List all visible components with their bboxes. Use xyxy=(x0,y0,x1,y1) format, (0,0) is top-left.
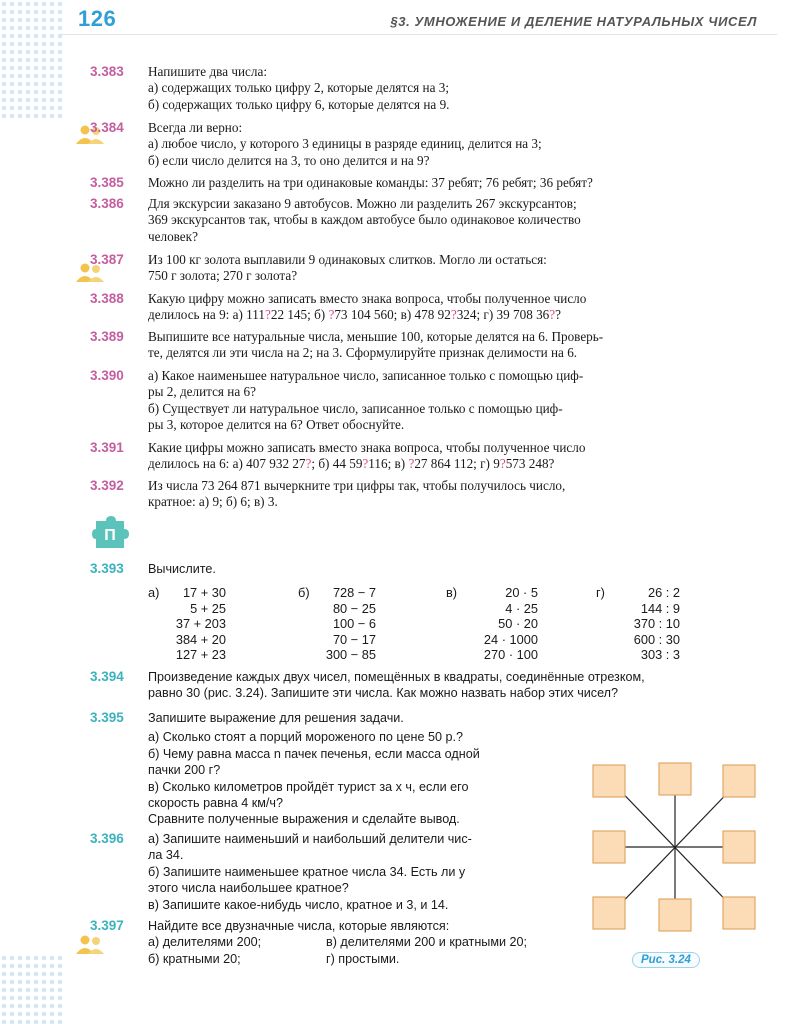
problem-line: в) Запишите какое-нибудь число, кратное и 3, и 14. xyxy=(148,897,449,912)
question-mark: ? xyxy=(450,307,457,323)
option-g: г) простыми. xyxy=(326,951,400,966)
problem-line: б) содержащих только цифру 6, которые делятся на 9. xyxy=(148,96,450,112)
puzzle-icon xyxy=(92,515,130,551)
expression: 600 : 30 xyxy=(633,631,680,647)
problem-3-396 xyxy=(90,831,540,913)
expression: 127 + 23 xyxy=(175,647,226,663)
problem-line: Выпишите все натуральные числа, меньшие 100, которые делятся на 6. Проверь- xyxy=(148,329,604,344)
problem-number: 3.394 xyxy=(90,669,124,684)
calc-column xyxy=(596,585,706,663)
problem-line: Для экскурсии заказано 9 автобусов. Можно ли разделить 267 экскурсантов; xyxy=(148,196,577,211)
problem-3-395 xyxy=(90,710,540,828)
problem-line: пачки 200 г? xyxy=(148,763,221,778)
question-mark: ? xyxy=(264,307,271,323)
expression: 728 − 7 xyxy=(332,585,376,600)
problem-line: те, делятся ли эти числа на 2; на 3. Сформулируйте признак делимости на 6. xyxy=(148,345,578,361)
problem-line: Произведение каждых двух чисел, помещённых в квадраты, соединённые отрезком, xyxy=(148,670,645,684)
expression: 100 − 6 xyxy=(332,616,376,632)
problem-3-397 xyxy=(90,918,610,967)
expression: 370 : 10 xyxy=(633,616,680,632)
question-mark: ? xyxy=(305,456,312,472)
problem-number: 3.397 xyxy=(90,918,124,933)
problem-line: б) если число делится на 3, то оно делится и на 9? xyxy=(148,152,430,168)
problem-number: 3.392 xyxy=(90,478,124,493)
problem-number: 3.386 xyxy=(90,196,124,211)
number-square xyxy=(593,831,625,863)
answer-row xyxy=(148,951,610,967)
expression: 4 · 25 xyxy=(505,600,538,616)
problem-line: а) Сколько стоят a порций мороженого по цене 50 р.? xyxy=(148,730,463,745)
text-part: делилось на 9: а) 111 xyxy=(148,307,265,323)
problem-3-391 xyxy=(90,440,770,473)
expression: 303 : 3 xyxy=(640,647,680,663)
expression: 24 · 1000 xyxy=(483,631,538,647)
problem-line: Какую цифру можно записать вместо знака вопроса, чтобы полученное число xyxy=(148,291,587,306)
problem-line: Сравните полученные выражения и сделайте вывод. xyxy=(148,812,460,827)
column-label: г) xyxy=(596,585,605,600)
text-part: 73 104 560; в) 478 92 xyxy=(334,307,451,323)
problem-number: 3.395 xyxy=(90,710,124,725)
expression: 37 + 203 xyxy=(175,616,226,632)
expression: 144 : 9 xyxy=(640,600,680,616)
text-part: 324; г) 39 708 36 xyxy=(456,307,550,323)
problem-number: 3.391 xyxy=(90,440,124,455)
problem-line: б) Чему равна масса n пачек печенья, если масса одной xyxy=(148,746,480,761)
option-v: в) делителями 200 и кратными 20; xyxy=(326,935,528,950)
question-mark: ? xyxy=(328,307,335,323)
expression: 50 · 20 xyxy=(498,616,538,632)
puzzle-letter: П xyxy=(104,527,116,544)
problem-number: 3.388 xyxy=(90,291,124,306)
option-a: а) делителями 200; xyxy=(148,935,262,950)
problem-3-386 xyxy=(90,196,770,245)
problem-line: Из 100 кг золота выплавили 9 одинаковых слитков. Могло ли остаться: xyxy=(148,252,547,267)
figure-3-24 xyxy=(590,760,760,935)
text-part: ; б) 44 59 xyxy=(311,456,363,472)
problem-line: ры 3, которое делится на 6? Ответ обоснуйте. xyxy=(148,417,405,433)
decorative-dots-top xyxy=(0,0,64,120)
problem-line: Напишите два числа: xyxy=(148,64,267,79)
problem-number: 3.385 xyxy=(90,175,124,190)
problem-3-389 xyxy=(90,329,770,362)
expression: 17 + 30 xyxy=(182,585,226,600)
text-part: 573 248? xyxy=(505,456,555,472)
problem-line: ла 34. xyxy=(148,848,184,863)
problem-number: 3.384 xyxy=(90,120,124,135)
problem-number: 3.393 xyxy=(90,561,124,576)
decorative-dots-bottom xyxy=(0,954,64,1024)
text-part: ? xyxy=(555,307,561,323)
calc-column xyxy=(446,585,556,663)
problem-3-384 xyxy=(90,120,770,169)
problem-title: Вычислите. xyxy=(148,562,216,576)
problem-line: Всегда ли верно: xyxy=(148,120,243,135)
problem-number: 3.396 xyxy=(90,831,124,846)
question-mark: ? xyxy=(549,307,556,323)
text-part: 22 145; б) xyxy=(270,307,329,323)
number-square xyxy=(723,831,755,863)
problem-line: в) Сколько километров пройдёт турист за x ч, если его xyxy=(148,779,469,794)
expression: 270 · 100 xyxy=(483,647,538,663)
expression: 300 − 85 xyxy=(325,647,376,663)
number-square xyxy=(659,763,691,795)
answer-row xyxy=(148,934,610,950)
problem-3-392 xyxy=(90,478,770,511)
section-title: §3. УМНОЖЕНИЕ И ДЕЛЕНИЕ НАТУРАЛЬНЫХ ЧИСЕЛ xyxy=(390,14,757,29)
number-square xyxy=(593,897,625,929)
problem-line: равно 30 (рис. 3.24). Запишите эти числа. Как можно назвать набор этих чисел? xyxy=(148,686,619,701)
expression: 20 · 5 xyxy=(505,585,538,600)
text-part: 27 864 112; г) 9 xyxy=(414,456,500,472)
problem-line: скорость равна 4 км/ч? xyxy=(148,796,283,811)
problem-line: а) любое число, у которого 3 единицы в разряде единиц, делится на 3; xyxy=(148,136,542,152)
problem-number: 3.390 xyxy=(90,368,124,383)
column-label: б) xyxy=(298,585,310,600)
problem-line xyxy=(148,456,770,472)
number-square xyxy=(723,897,755,929)
problem-line: Можно ли разделить на три одинаковые команды: 37 ребят; 76 ребят; 36 ребят? xyxy=(148,175,593,190)
problem-line xyxy=(148,307,770,323)
calc-column xyxy=(298,585,408,663)
problem-line: а) Запишите наименьший и наибольший делители чис- xyxy=(148,832,472,846)
figure-caption: Рис. 3.24 xyxy=(632,952,700,968)
question-mark: ? xyxy=(362,456,369,472)
problem-number: 3.389 xyxy=(90,329,124,344)
problem-line: кратное: а) 9; б) 6; в) 3. xyxy=(148,494,278,510)
question-mark: ? xyxy=(408,456,415,472)
problem-3-385 xyxy=(90,175,770,191)
problem-3-388 xyxy=(90,291,770,324)
column-label: в) xyxy=(446,585,458,600)
expression: 80 − 25 xyxy=(332,600,376,616)
expression: 70 − 17 xyxy=(332,631,376,647)
problem-line: человек? xyxy=(148,228,198,244)
column-label: а) xyxy=(148,585,160,600)
problem-number: 3.383 xyxy=(90,64,124,79)
number-square xyxy=(723,765,755,797)
problem-3-383 xyxy=(90,64,770,113)
problem-3-387 xyxy=(90,252,770,285)
expression: 5 + 25 xyxy=(190,600,226,616)
problem-line: а) Какое наименьшее натуральное число, записанное только с помощью циф- xyxy=(148,368,584,383)
problem-line: ры 2, делится на 6? xyxy=(148,384,256,400)
question-mark: ? xyxy=(499,456,506,472)
problem-line: Какие цифры можно записать вместо знака вопроса, чтобы полученное число xyxy=(148,440,586,455)
expression: 384 + 20 xyxy=(175,631,226,647)
problem-3-393 xyxy=(90,561,770,577)
problem-line: б) Существует ли натуральное число, записанное только с помощью циф- xyxy=(148,400,563,416)
expression: 26 : 2 xyxy=(647,585,680,600)
number-square xyxy=(659,899,691,931)
problem-line: а) содержащих только цифру 2, которые делятся на 3; xyxy=(148,80,449,96)
problem-3-390 xyxy=(90,368,770,434)
problem-number: 3.387 xyxy=(90,252,124,267)
text-part: делилось на 6: а) 407 932 27 xyxy=(148,456,306,472)
problem-3-394 xyxy=(90,669,770,702)
page-number: 126 xyxy=(78,6,117,31)
problem-line: этого числа наибольшее кратное? xyxy=(148,881,349,896)
option-b: б) кратными 20; xyxy=(148,951,241,966)
problem-line: 750 г золота; 270 г золота? xyxy=(148,268,298,284)
problem-line: 369 экскурсантов так, чтобы в каждом автобусе было одинаковое количество xyxy=(148,212,581,228)
problem-line: Запишите выражение для решения задачи. xyxy=(148,711,404,725)
problem-line: б) Запишите наименьшее кратное числа 34. Есть ли у xyxy=(148,864,466,879)
calc-column xyxy=(148,585,238,663)
text-part: 116; в) xyxy=(368,456,409,472)
problem-title: Найдите все двузначные числа, которые являются: xyxy=(148,919,450,933)
number-square xyxy=(593,765,625,797)
problem-line: Из числа 73 264 871 вычеркните три цифры так, чтобы получилось число, xyxy=(148,478,566,493)
